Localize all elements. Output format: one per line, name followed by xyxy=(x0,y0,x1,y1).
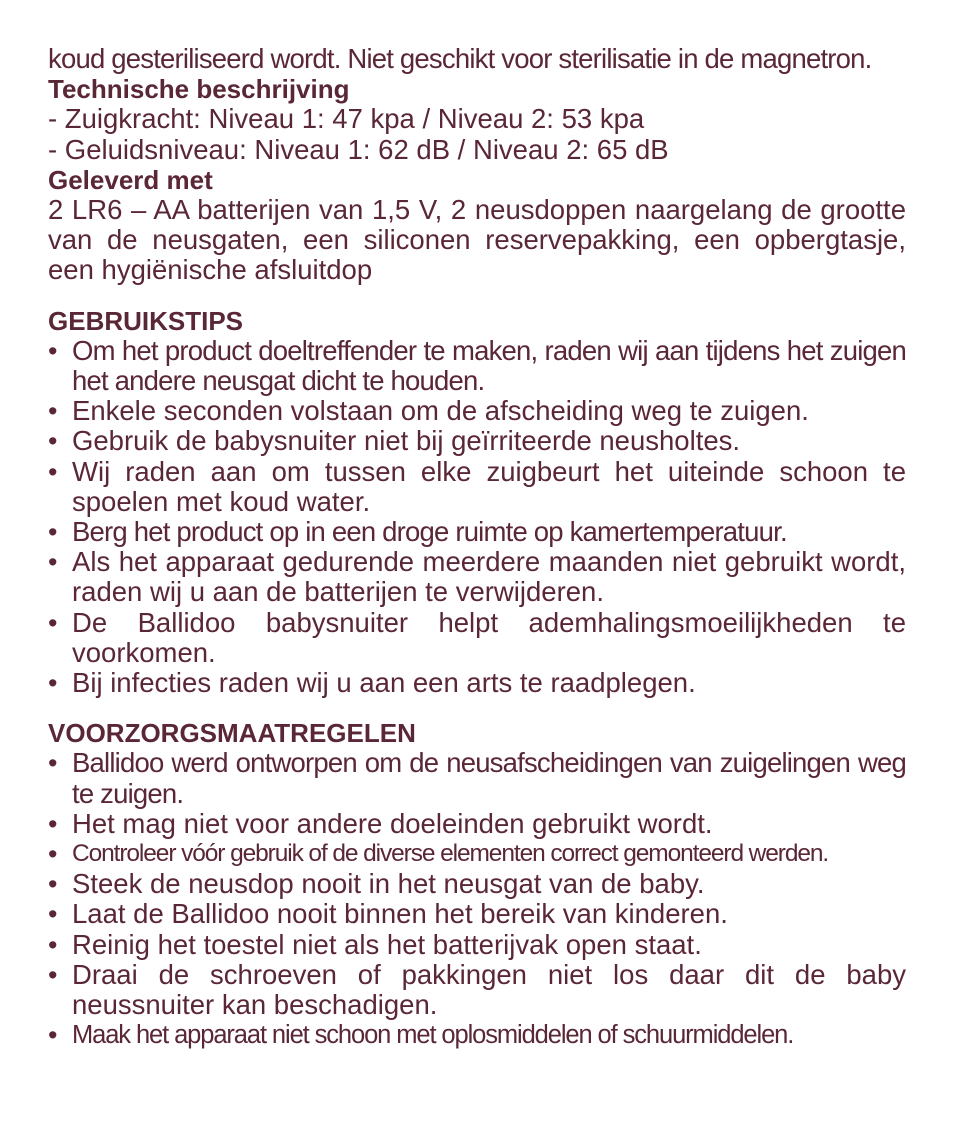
list-item: • Berg het product op in een droge ruimte op kamertemperatuur. xyxy=(48,517,906,547)
geleverd-text: 2 LR6 – AA batterijen van 1,5 V, 2 neusdoppen naargelang de grootte van de neusgaten, een siliconen reservepakking, een opbergtasje, een hygiënische afsluitdop xyxy=(48,194,906,286)
technische-heading: Technische beschrijving xyxy=(48,74,350,105)
list-item: • Gebruik de babysnuiter niet bij geïrriteerde neusholtes. xyxy=(48,426,906,456)
list-item: • Als het apparaat gedurende meerdere maanden niet gebruikt wordt, raden wij u aan de batterijen te verwijderen. xyxy=(48,547,906,607)
voorzorg-heading: VOORZORGSMAATREGELEN xyxy=(48,718,416,749)
list-item: • Draai de schroeven of pakkingen niet los daar dit de baby neussnuiter kan beschadigen. xyxy=(48,960,906,1020)
intro-text: koud gesteriliseerd wordt. Niet geschikt voor sterilisatie in de magnetron. xyxy=(48,43,872,74)
gebruikstips-heading: GEBRUIKSTIPS xyxy=(48,305,244,336)
gebruikstips-list xyxy=(48,336,906,698)
list-item: • Bij infecties raden wij u aan een arts te raadplegen. xyxy=(48,668,906,698)
list-item: • Het mag niet voor andere doeleinden gebruikt wordt. xyxy=(48,809,906,839)
list-item: • Maak het apparaat niet schoon met oplosmiddelen of schuurmiddelen. xyxy=(48,1020,906,1050)
list-item: • Laat de Ballidoo nooit binnen het bereik van kinderen. xyxy=(48,899,906,929)
list-item: • Reinig het toestel niet als het batterijvak open staat. xyxy=(48,930,906,960)
document-page xyxy=(48,44,906,1051)
list-item: • De Ballidoo babysnuiter helpt ademhalingsmoeilijkheden te voorkomen. xyxy=(48,608,906,668)
list-item: • Ballidoo werd ontworpen om de neusafscheidingen van zuigelingen weg te zuigen. xyxy=(48,748,906,808)
technische-zuigkracht: - Zuigkracht: Niveau 1: 47 kpa / Niveau 2: 53 kpa xyxy=(48,103,645,135)
list-item: • Enkele seconden volstaan om de afscheiding weg te zuigen. xyxy=(48,396,906,426)
list-item: • Om het product doeltreffender te maken, raden wij aan tijdens het zuigen het andere neusgat dicht te houden. xyxy=(48,336,906,396)
spacer xyxy=(48,286,906,306)
geleverd-heading: Geleverd met xyxy=(48,164,213,195)
voorzorg-list xyxy=(48,748,906,1050)
technische-geluid: - Geluidsniveau: Niveau 1: 62 dB / Niveau 2: 65 dB xyxy=(48,133,669,165)
list-item: • Steek de neusdop nooit in het neusgat van de baby. xyxy=(48,869,906,899)
spacer xyxy=(48,698,906,718)
list-item: • Wij raden aan om tussen elke zuigbeurt het uiteinde schoon te spoelen met koud water. xyxy=(48,457,906,517)
list-item: • Controleer vóór gebruik of de diverse elementen correct gemonteerd werden. xyxy=(48,839,906,869)
